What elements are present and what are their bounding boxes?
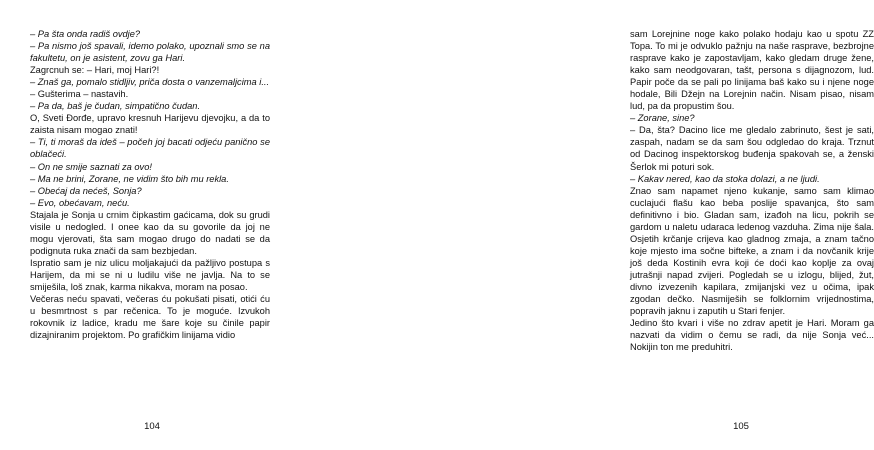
right-page-number: 105 xyxy=(733,421,749,432)
left-page-text xyxy=(30,28,270,341)
text-paragraph: – Evo, obećavam, neću. xyxy=(30,197,130,208)
right-page-text xyxy=(630,28,874,353)
text-paragraph: – Pa nismo još spavali, idemo polako, upoznali smo se na fakultetu, on je asistent, zovu ga Hari. xyxy=(30,41,270,64)
text-paragraph: – On ne smije saznati za ovo! xyxy=(30,161,152,172)
text-paragraph: Jedino što kvari i više no zdrav apetit je Hari. Moram ga nazvati da vidim o čemu se radi, da nije Sonja već... Nokijin ton me preduhitri. xyxy=(630,318,874,353)
text-paragraph: – Gušterima – nastavih. xyxy=(30,89,129,100)
text-paragraph: – Pa da, baš je čudan, simpatično čudan. xyxy=(30,101,201,112)
left-page xyxy=(0,0,300,450)
text-paragraph: – Obećaj da nećeš, Sonja? xyxy=(30,185,142,196)
text-paragraph: – Pa šta onda radiš ovdje? xyxy=(30,29,141,39)
text-paragraph: – Ti, ti moraš da ideš – počeh joj bacati odjeću panično se oblačeći. xyxy=(30,137,270,160)
text-paragraph: – Znaš ga, pomalo stidljiv, priča dosta o vanzemaljcima i... xyxy=(30,77,270,88)
text-paragraph: – Da, šta? Dacino lice me gledalo zabrinuto, šest je sati, zaspah, nadam se da sam šou odgledao do kraja. Trznut od Dacinog inspektorskog buđenja spakovah se, a ženski Šerlok mi poturi sok. xyxy=(630,125,874,172)
left-page-number: 104 xyxy=(144,421,160,432)
text-paragraph: Večeras neću spavati, večeras ću pokušati pisati, otići ću u besmrtnost s par rečenica. To je moguće. Izvukoh rokovnik iz ladice, kradu me šare koje su činile papir dizajniranim projektom. Po grafičkim linijama vidio xyxy=(30,294,270,341)
text-paragraph: sam Lorejnine noge kako polako hodaju kao u spotu ZZ Topa. To mi je odvuklo pažnju na naše rasprave, bezbrojne rasprave kako je zapostavljam, kako gledam druge žene, kako sam neodgovaran, tašt, persona s dijagnozom, lud. Papir poče da se pali po linijama baš kako su i njene noge hodale, Bili Džejn na Lorejnin način. Nisam pisao, nisam lud, pa da propustim šou. xyxy=(630,29,874,112)
text-paragraph: O, Sveti Đorđe, upravo kresnuh Harijevu djevojku, a da to zaista nisam mogao znati! xyxy=(30,113,270,136)
text-paragraph: Ispratio sam je niz ulicu moljakajući da pažljivo postupa s Harijem, da mi se ni u ludilu više ne javlja. Na to se smiješila, loš znak, karma nikakva, moram na posao. xyxy=(30,257,270,292)
text-paragraph: – Kakav nered, kao da stoka dolazi, a ne ljudi. xyxy=(630,173,820,184)
text-paragraph: Stajala je Sonja u crnim čipkastim gaćicama, dok su grudi visile u nedogled. I onee kao da su govorile da joj ne mogu vjerovati, šta sam mogao drugo do nadati se da podignuta ruka znači da sam bezbjedan. xyxy=(30,209,270,256)
text-paragraph: Zagrcnuh se: – Hari, moj Hari?! xyxy=(30,65,160,76)
text-paragraph: – Zorane, sine? xyxy=(630,113,695,124)
right-page xyxy=(300,0,874,450)
text-paragraph: – Ma ne brini, Zorane, ne vidim što bih mu rekla. xyxy=(30,173,229,184)
text-paragraph: Znao sam napamet njeno kukanje, samo sam klimao cuclajući flašu kao beba poslije spavanjca, što sam definitivno i bio. Gladan sam, izađoh na licu, pokrih se gardom u naletu udaraca ledenog vazduha. Zima nije šala. Osjetih krčanje crijeva kao gladnog zmaja, a znam tačno koje mjesto ima sočne biftеke, a znam i da novčanik krije još deda Kostinih evra koji će doći kao koplje za ovaj jutrašnji napad zvijeri. Pogledah se u izlogu, blijed, žut, divno izvezenih kapilara, zmijanjski vez u očima, ipak zgodan dečko. Nasmiješih se folklornim vrijednostima, popravih jaknu i zaputih u Stari fenjer. xyxy=(630,185,874,317)
